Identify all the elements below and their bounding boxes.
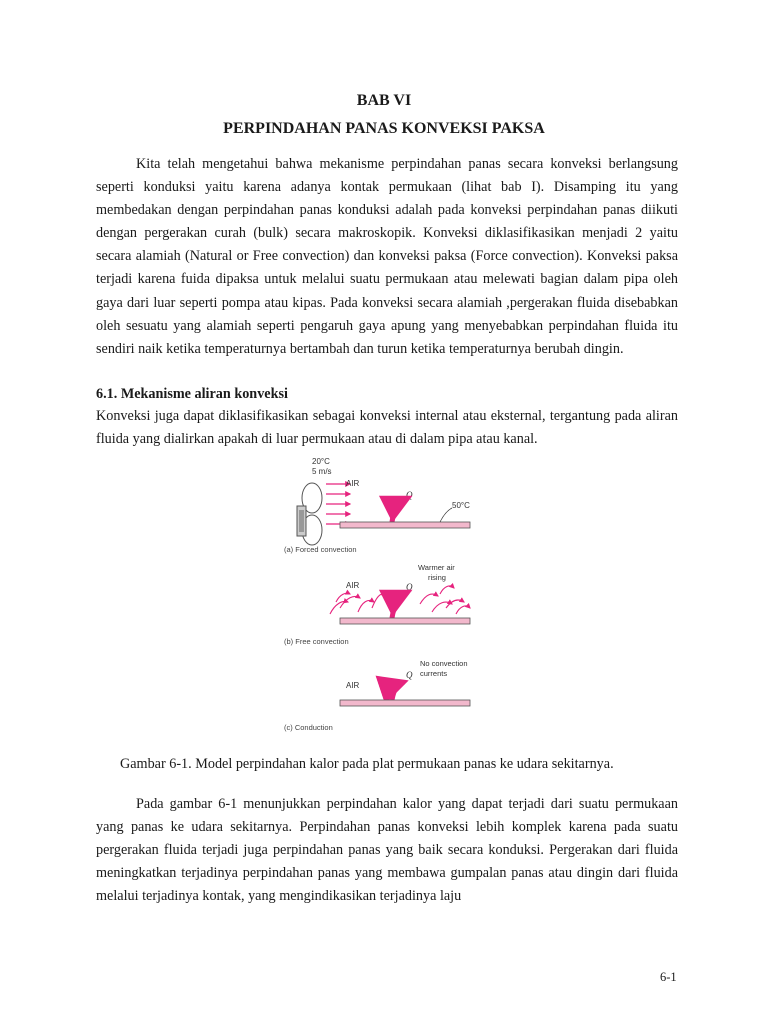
note-line-2: rising xyxy=(428,573,446,582)
fan-icon xyxy=(297,483,322,545)
panel-caption: (b) Free convection xyxy=(284,637,349,646)
air-temperature-label: 20°C xyxy=(312,457,330,466)
flow-arrows xyxy=(326,484,350,524)
heat-flow-arrow xyxy=(392,498,408,522)
hot-plate xyxy=(340,618,470,624)
fluid-label: AIR xyxy=(346,581,360,590)
page-number: 6-1 xyxy=(660,970,677,984)
chapter-title: PERPINDAHAN PANAS KONVEKSI PAKSA xyxy=(223,120,545,137)
heat-flow-arrow xyxy=(392,592,408,618)
panel-conduction xyxy=(284,659,470,732)
panel-caption: (a) Forced convection xyxy=(284,545,357,554)
heat-label: Q xyxy=(406,490,413,500)
note-line-2: currents xyxy=(420,669,448,678)
plate-temperature-label: 50°C xyxy=(452,501,470,510)
convection-figure xyxy=(280,452,500,742)
air-velocity-label: 5 m/s xyxy=(312,467,332,476)
section-paragraph: Konveksi juga dapat diklasifikasikan sebagai konveksi internal atau eksternal, tergantung pada aliran fluida yang dialirkan apakah di luar permukaan atau di dalam pipa atau kanal. xyxy=(96,408,678,448)
discussion-paragraph: Pada gambar 6-1 menunjukkan perpindahan kalor yang dapat terjadi dari suatu permukaan yang panas ke udara sekitarnya. Perpindahan panas konveksi lebih komplek karena pada suatu pergerakan fluida terjadi juga perpindahan panas yang baik secara konduksi. Pergerakan dari fluida meningkatkan terjadinya perpindahan panas yang membawa gumpalan panas atau dingin dari fluida melalui terjadinya kontak, yang mengindikasikan terjadinya laju xyxy=(96,796,678,905)
figure-caption: Gambar 6-1. Model perpindahan kalor pada plat permukaan panas ke udara sekitarnya. xyxy=(120,756,614,772)
note-line-1: Warmer air xyxy=(418,563,455,572)
panel-free-convection xyxy=(284,563,470,646)
note-line-1: No convection xyxy=(420,659,468,668)
intro-paragraph: Kita telah mengetahui bahwa mekanisme perpindahan panas secara konveksi berlangsung seperti konduksi yaitu karena adanya kontak permukaan (lihat bab I). Disamping itu yang membedakan dengan perpindahan panas konduksi adalah pada konveksi perpindahan panas diikuti dengan pergerakan curah (bulk) secara makroskopik. Konveksi diklasifikasikan menjadi 2 yaitu secara alamiah (Natural or Free convection) dan konveksi paksa (Force convection). Konveksi paksa terjadi karena fuida dipaksa untuk melalui suatu permukaan atau melewati bagian dalam pipa oleh gaya dari luar seperti pompa atau kipas. Pada konveksi secara alamiah ,pergerakan fluida disebabkan oleh sesuatu yang alamiah seperti pengaruh gaya apung yang menyebabkan perpindahan fluida itu sendiri naik ketika temperaturnya bertambah dan turun ketika temperaturnya berubah dingin. xyxy=(96,156,678,357)
chapter-label: BAB VI xyxy=(356,92,412,109)
panel-caption: (c) Conduction xyxy=(284,723,333,732)
hot-plate xyxy=(340,700,470,706)
fluid-label: AIR xyxy=(346,681,360,690)
heat-label: Q xyxy=(406,582,413,592)
heat-label: Q xyxy=(406,670,413,680)
fluid-label: AIR xyxy=(346,479,360,488)
convection-diagram xyxy=(280,452,500,742)
hot-plate xyxy=(340,522,470,528)
section-heading: 6.1. Mekanisme aliran konveksi xyxy=(96,386,288,402)
panel-forced-convection xyxy=(284,457,470,554)
heat-flow-arrow xyxy=(392,682,404,700)
